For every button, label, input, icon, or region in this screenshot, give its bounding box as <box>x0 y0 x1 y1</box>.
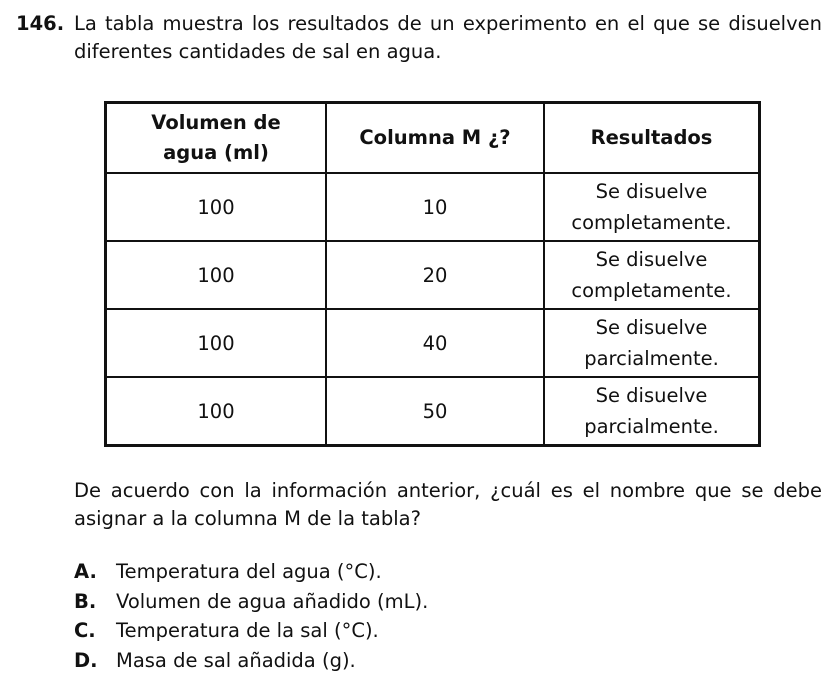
cell-resultado <box>544 377 760 446</box>
option-d[interactable] <box>74 646 428 676</box>
followup-question: De acuerdo con la información anterior, ¿cuál es el nombre que se debe asignar a la columna M de la tabla? <box>74 479 822 530</box>
option-a[interactable] <box>74 557 428 587</box>
results-table <box>104 101 761 447</box>
table-row <box>106 309 760 377</box>
option-text: Temperatura del agua (°C). <box>116 560 382 583</box>
cell-resultado <box>544 173 760 241</box>
cell-resultado-line1: Se disuelve <box>595 180 708 203</box>
cell-resultado <box>544 241 760 309</box>
option-c[interactable] <box>74 616 428 646</box>
cell-resultado <box>544 309 760 377</box>
results-table-container <box>104 101 761 447</box>
cell-columna-m: 20 <box>326 241 544 309</box>
cell-columna-m: 40 <box>326 309 544 377</box>
table-row <box>106 241 760 309</box>
cell-resultado-line2: completamente. <box>571 279 732 302</box>
cell-columna-m: 10 <box>326 173 544 241</box>
header-volumen-line2: agua (ml) <box>163 141 269 164</box>
option-letter: C. <box>74 619 96 642</box>
header-volumen <box>106 103 327 174</box>
question-number: 146. <box>16 12 65 35</box>
question-stem: La tabla muestra los resultados de un experimento en el que se disuelven diferentes cantidades de sal en agua. <box>74 12 822 63</box>
cell-volumen: 100 <box>106 309 327 377</box>
option-letter: D. <box>74 648 98 672</box>
option-text: Volumen de agua añadido (mL). <box>116 589 429 613</box>
cell-resultado-line2: parcialmente. <box>584 347 719 370</box>
cell-resultado-line2: parcialmente. <box>584 415 719 438</box>
cell-resultado-line1: Se disuelve <box>595 316 708 339</box>
cell-resultado-line2: completamente. <box>571 211 732 234</box>
cell-volumen: 100 <box>106 173 327 241</box>
option-letter: A. <box>74 560 97 583</box>
table-row <box>106 173 760 241</box>
table-header-row <box>106 103 760 174</box>
cell-resultado-line1: Se disuelve <box>595 248 708 271</box>
option-text: Masa de sal añadida (g). <box>116 648 356 672</box>
cell-volumen: 100 <box>106 241 327 309</box>
table-row <box>106 377 760 446</box>
cell-resultado-line1: Se disuelve <box>595 384 708 407</box>
header-columna-m: Columna M ¿? <box>326 103 544 174</box>
cell-columna-m: 50 <box>326 377 544 446</box>
option-letter: B. <box>74 589 97 613</box>
option-text: Temperatura de la sal (°C). <box>116 619 379 642</box>
option-b[interactable] <box>74 587 428 617</box>
header-volumen-line1: Volumen de <box>151 111 281 134</box>
header-resultados: Resultados <box>544 103 760 174</box>
cell-volumen: 100 <box>106 377 327 446</box>
question-block <box>16 10 822 66</box>
answer-options <box>74 557 428 675</box>
